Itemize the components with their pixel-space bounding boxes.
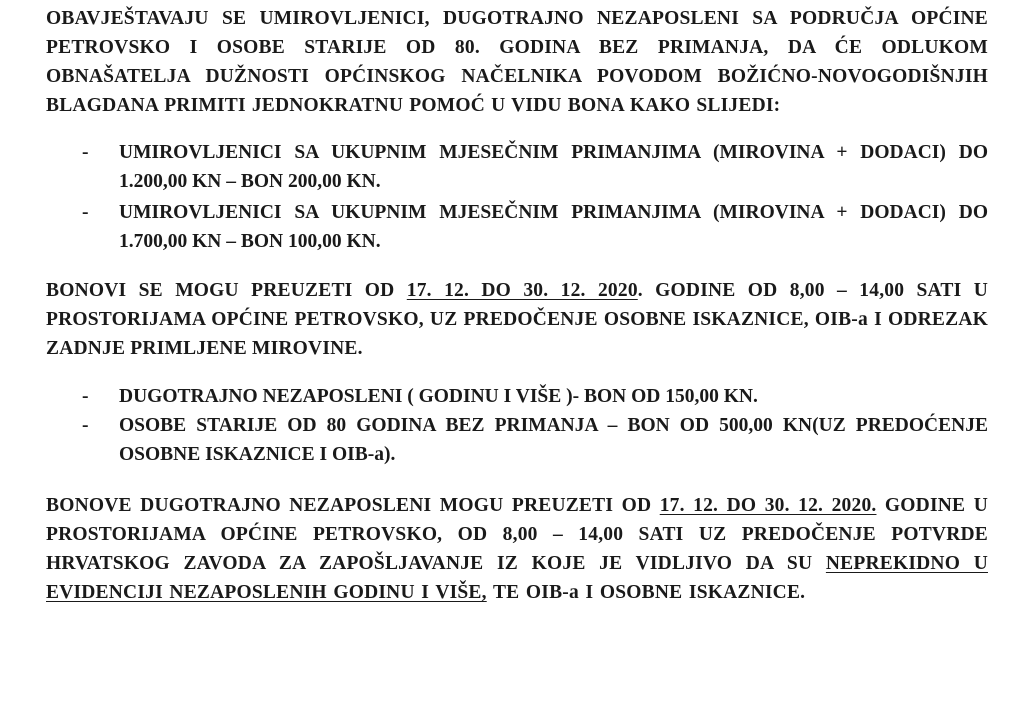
spacer bbox=[46, 120, 988, 138]
spacer bbox=[46, 256, 988, 276]
list-item bbox=[46, 411, 988, 469]
pickup-dates: 17. 12. DO 30. 12. 2020 bbox=[406, 280, 638, 301]
spacer bbox=[46, 469, 988, 491]
notice-document bbox=[46, 4, 988, 607]
pension-pickup-paragraph bbox=[46, 276, 988, 363]
spacer bbox=[46, 363, 988, 382]
intro-paragraph: OBAVJEŠTAVAJU SE UMIROVLJENICI, DUGOTRAJNO NEZAPOSLENI SA PODRUČJA OPĆINE PETROVSKO I OSOBE STARIJE OD 80. GODINA BEZ PRIMANJA, DA ĆE ODLUKOM OBNAŠATELJA DUŽNOSTI OPĆINSKOG NAČELNIKA POVODOM BOŽIĆNO-NOVOGODIŠNJIH BLAGDANA PRIMITI JEDNOKRATNU POMOĆ U VIDU BONA KAKO SLIJEDI: bbox=[46, 8, 988, 116]
list-dash: - bbox=[82, 142, 89, 163]
pickup-text: BONOVI SE MOGU PREUZETI OD bbox=[46, 280, 407, 301]
list-item-text: OSOBE STARIJE OD 80 GODINA BEZ PRIMANJA – BON OD 500,00 KN(UZ PREDOĆENJE OSOBNE ISKAZNICE I OIB-a). bbox=[119, 415, 988, 465]
pickup-text: . GODINE OD 8,00 – 14,00 SATI U PROSTORIJAMA OPĆINE PETROVSKO, UZ PREDOČENJE OSOBNE ISKAZNICE, OIB-a I ODREZAK ZADNJE PRIMLJENE MIROVINE. bbox=[46, 280, 988, 359]
evidence-condition: NEPREKIDNO U EVIDENCIJI NEZAPOSLENIH GODINU I VIŠE, bbox=[46, 553, 988, 603]
pickup-dates: 17. 12. DO 30. 12. 2020. bbox=[659, 495, 877, 516]
pickup-text: BONOVE DUGOTRAJNO NEZAPOSLENI MOGU PREUZETI OD bbox=[46, 495, 660, 516]
list-item-text: DUGOTRAJNO NEZAPOSLENI ( GODINU I VIŠE )- BON OD 150,00 KN. bbox=[119, 386, 758, 407]
list-dash: - bbox=[82, 415, 89, 436]
list-item-text: UMIROVLJENICI SA UKUPNIM MJESEČNIM PRIMANJIMA (MIROVINA + DODACI) DO 1.700,00 KN – BON 100,00 KN. bbox=[119, 202, 988, 252]
other-bonus-list bbox=[46, 382, 988, 469]
list-item bbox=[46, 382, 988, 411]
unemployed-pickup-paragraph bbox=[46, 491, 988, 607]
list-dash: - bbox=[82, 386, 89, 407]
list-item bbox=[46, 138, 988, 196]
pickup-text: TE OIB-a I OSOBNE ISKAZNICE. bbox=[486, 582, 806, 603]
pension-bonus-list bbox=[46, 138, 988, 256]
list-dash: - bbox=[82, 202, 89, 223]
pickup-text: GODINE U PROSTORIJAMA OPĆINE PETROVSKO, OD 8,00 – 14,00 SATI UZ PREDOČENJE POTVRDE HRVATSKOG ZAVODA ZA ZAPOŠLJAVANJE IZ KOJE JE VIDLJIVO DA SU bbox=[46, 495, 988, 574]
list-item-text: UMIROVLJENICI SA UKUPNIM MJESEČNIM PRIMANJIMA (MIROVINA + DODACI) DO 1.200,00 KN – BON 200,00 KN. bbox=[119, 142, 988, 192]
list-item bbox=[46, 198, 988, 256]
